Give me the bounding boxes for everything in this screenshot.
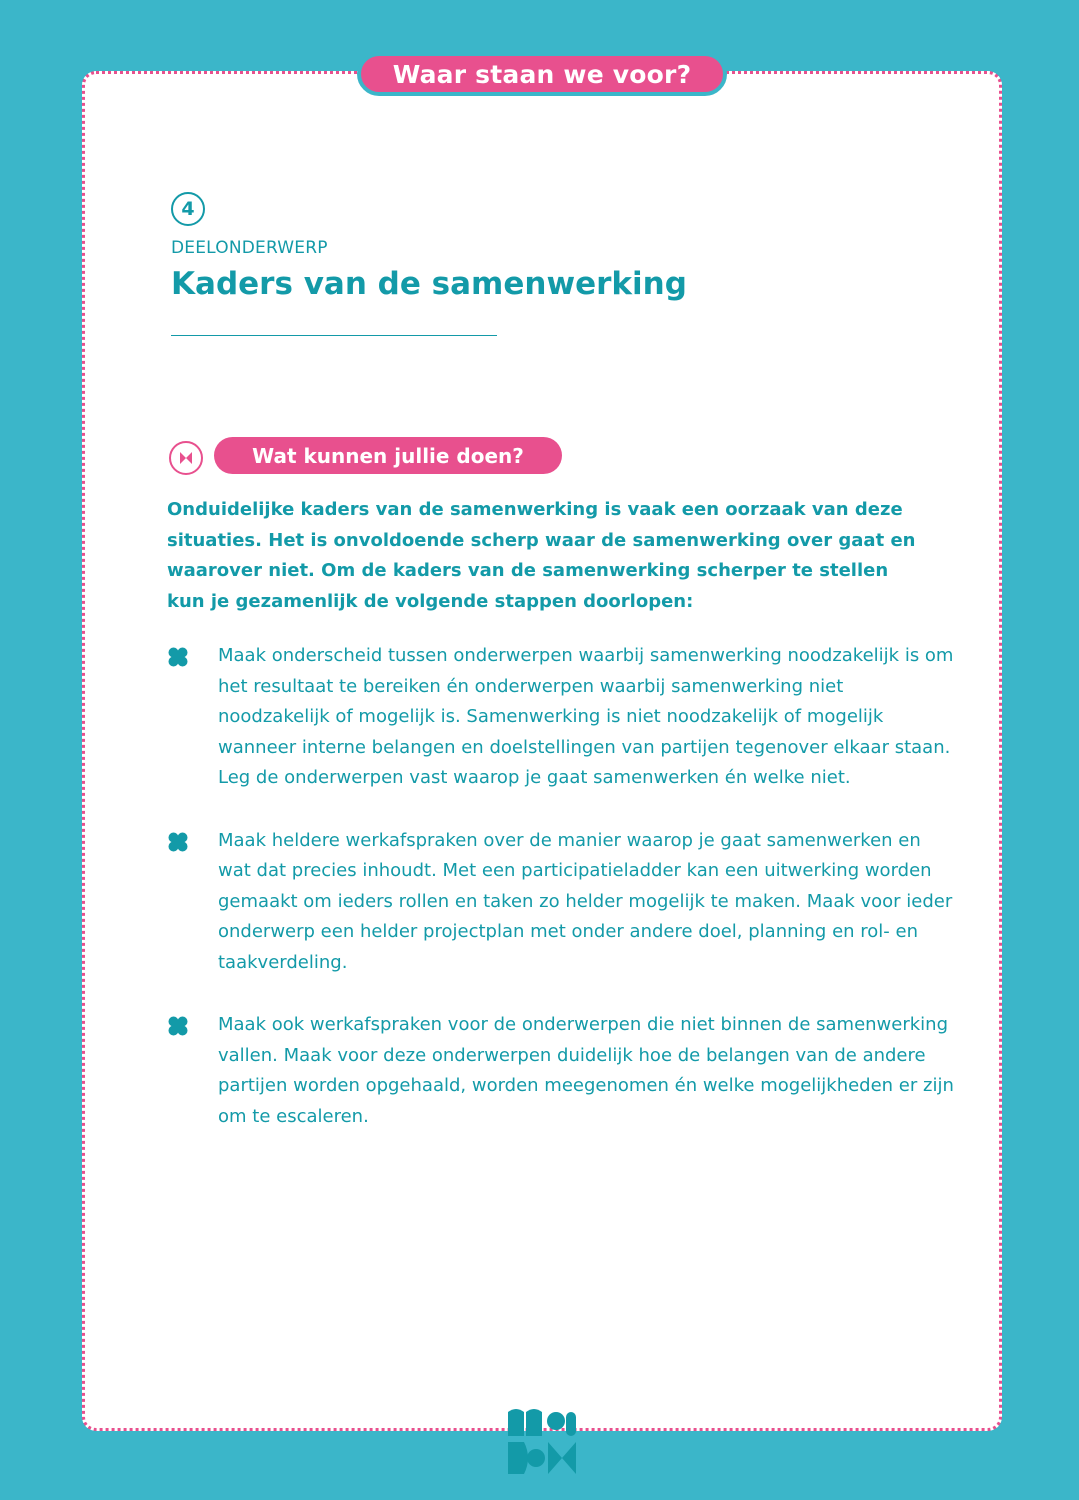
action-list [168,641,958,1132]
list-item-text: Maak onderscheid tussen onderwerpen waarbij samenwerking noodzakelijk is om het resultaat te bereiken én onderwerpen waarbij samenwerking niet noodzakelijk of mogelijk is. Samenwerking is niet noodzakelijk of mogelijk wanneer interne belangen en doelstellingen van partijen tegenover elkaar staan. Leg de onderwerpen vast waarop je gaat samenwerken én welke niet. [218,645,954,788]
list-item [168,1010,958,1132]
section-number-badge [171,192,205,226]
page-title: Kaders van de samenwerking [171,266,687,302]
title-divider [171,335,497,336]
clover-bullet-icon [168,1016,188,1036]
intro-paragraph: Onduidelijke kaders van de samenwerking is vaak een oorzaak van deze situaties. Het is onvoldoende scherp waar de samenwerking over gaat en waarover niet. Om de kaders van de samenwerking scherper te stellen kun je gezamenlijk de volgende stappen doorlopen: [167,499,916,612]
list-item-text: Maak heldere werkafspraken over de manier waarop je gaat samenwerken en wat dat precies inhoudt. Met een participatieladder kan een uitwerking worden gemaakt om ieders rollen en taken zo helder mogelijk te maken. Maak voor ieder onderwerp een helder projectplan met onder andere doel, planning en rol- en taakverdeling. [218,829,953,973]
header-pill-label: Waar staan we voor? [392,59,692,89]
section-eyebrow: DEELONDERWERP [171,238,328,258]
actions-pill [214,437,562,474]
actions-pill-label: Wat kunnen jullie doen? [252,443,524,468]
list-item [168,826,958,979]
brand-logo-icon [506,1406,578,1476]
header-pill [357,52,727,96]
play-circle-icon [169,441,203,475]
section-number: 4 [181,198,195,220]
list-item-text: Maak ook werkafspraken voor de onderwerpen die niet binnen de samenwerking vallen. Maak voor deze onderwerpen duidelijk hoe de belangen van de andere partijen worden opgehaald, worden meegenomen én welke mogelijkheden er zijn om te escaleren. [218,1014,954,1127]
clover-bullet-icon [168,832,188,852]
list-item [168,641,958,794]
clover-bullet-icon [168,647,188,667]
